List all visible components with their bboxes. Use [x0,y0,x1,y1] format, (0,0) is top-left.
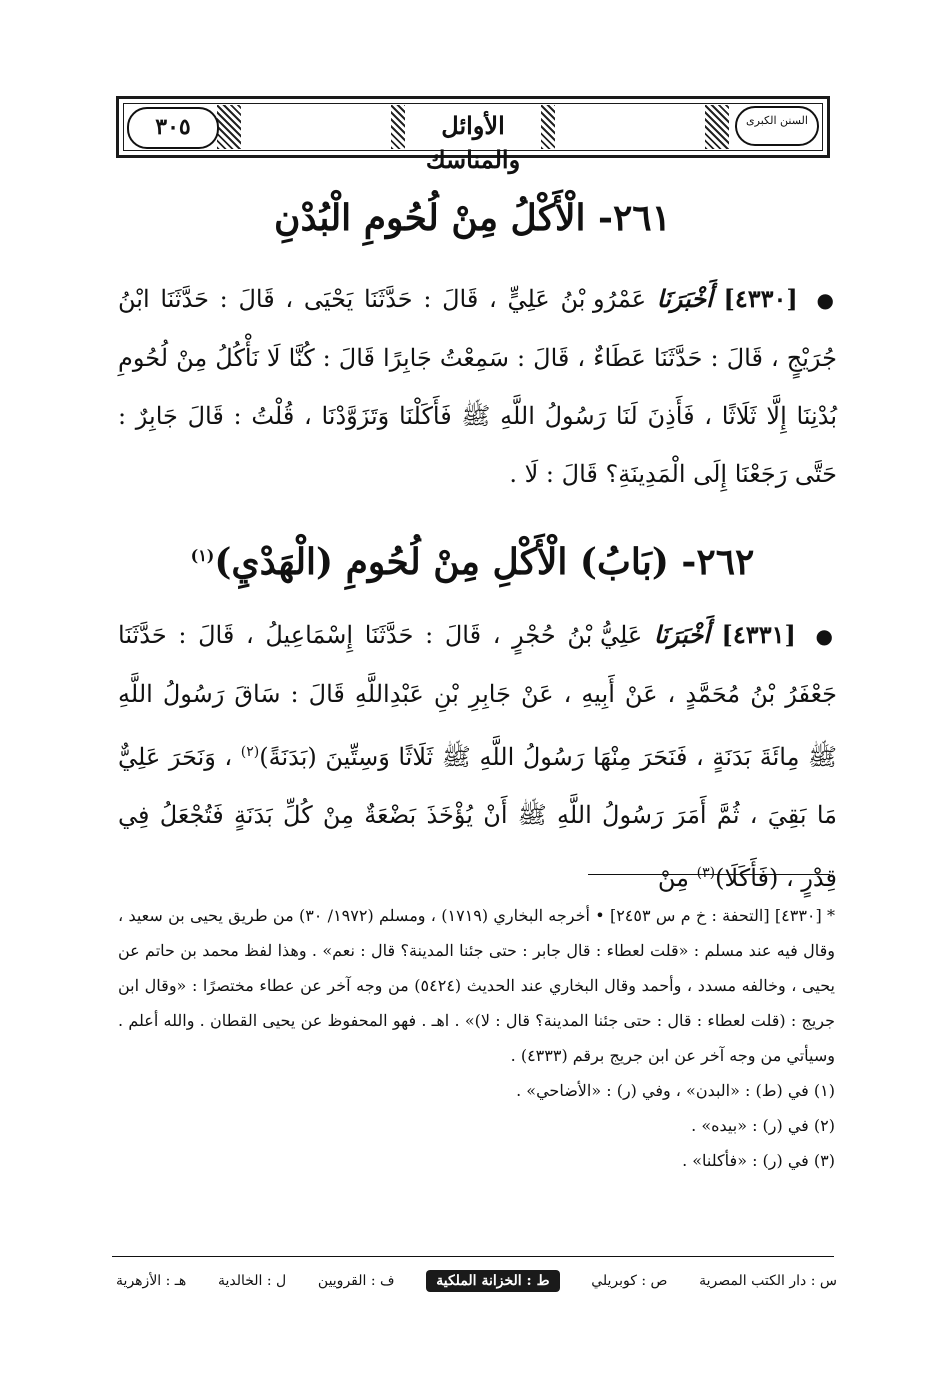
hadith-number: [٤٣٣١] [721,620,796,649]
manuscript-sigla [116,1266,837,1296]
hadith-text [118,606,837,907]
ikhbar-word: أَخْبَرَنَا [656,284,713,313]
bullet-icon: ● [816,288,837,312]
sigla-separator [112,1256,834,1257]
book-logo: السنن الكبرى [735,106,819,146]
chapter-title [120,528,825,590]
ikhbar-word: أَخْبَرَنَا [653,620,710,649]
header-ornament-icon [217,105,241,149]
hadith-body: مِنْ [657,864,689,892]
sigla-item: س : دار الكتب المصرية [699,1273,837,1289]
footnote-separator [588,874,830,875]
hadith-body: عَمْرُو بْنُ عَلِيٍّ ، قَالَ : حَدَّثَنَا يَحْيَى ، قَالَ : حَدَّثَنَا ابْنُ جُرَيْجٍ ، قَالَ : حَدَّثَنَا عَطَاءٌ ، قَالَ : سَمِعْتُ جَابِرًا قَالَ : كُنَّا لَا نَأْكُلُ مِنْ لُحُومِ بُدْنِنَا إِلَّا ثَلَاثًا ، فَأَذِنَ لَنَا رَسُولُ اللَّهِ ﷺ فَأَكَلْنَا وَتَزَوَّدْنَا ، قُلْتُ : قَالَ جَابِرٌ : حَتَّى رَجَعْنَا إِلَى الْمَدِينَةِ؟ قَالَ : لَا . [118,285,837,488]
hadith-body: ، وَنَحَرَ عَلِيٌّ مَا بَقِيَ ، ثُمَّ أَمَرَ رَسُولُ اللَّهِ ﷺ أَنْ يُؤْخَذَ بَضْعَةٌ مِنْ كُلِّ بَدَنَةٍ فَتُجْعَلُ فِي قِدْرٍ ، (فَأَكَلَا) [118,743,838,892]
footnote-item: (٢) في (ر) : «بيده» . [691,1116,835,1135]
sigla-item: هـ : الأزهرية [116,1273,187,1289]
sigla-item: ل : الخالدية [217,1273,287,1289]
footnote-ref: (٢) [240,744,260,760]
chapter-title-text: ٢٦١- الْأَكْلُ مِنْ لُحُومِ الْبُدْنِ [274,197,671,239]
sigla-item: ف : القرويين [317,1273,395,1289]
hadith-body: عَلِيُّ بْنُ حُجْرٍ ، قَالَ : حَدَّثَنَا إِسْمَاعِيلُ ، قَالَ : حَدَّثَنَا جَعْفَرُ بْنُ مُحَمَّدٍ ، عَنْ أَبِيهِ ، عَنْ جَابِرِ بْنِ عَبْدِاللَّهِ قَالَ : سَاقَ رَسُولُ اللَّهِ ﷺ مِائَةَ بَدَنَةٍ ، فَنَحَرَ مِنْهَا رَسُولُ اللَّهِ ﷺ ثَلَاثًا وَسِتِّينَ (بَدَنَةً) [118,621,838,771]
chapter-title [120,190,825,246]
hadith-text [118,270,837,503]
footnote-item: (١) في (ط) : «البدن» ، وفي (ر) : «الأضاحي» . [516,1081,835,1100]
running-title: الأوائل والمناسك [425,111,521,174]
header-ornament-icon [541,105,555,149]
footnote-ref: (٣) [696,865,716,881]
footnote-item: (٣) في (ر) : «فأكلنا» . [682,1151,835,1170]
footnote-ref: (١) [190,546,215,565]
hadith-number: [٤٣٣٠] [723,284,798,313]
chapter-title-text: ٢٦٢- (بَابُ) الْأَكْلِ مِنْ لُحُومِ (الْهَدْيِ) [214,541,755,583]
page-header [116,96,830,174]
page-number: ٣٠٥ [127,107,219,149]
footnote-main: * [٤٣٣٠] [التحفة : خ م س ٢٤٥٣] • أخرجه البخاري (١٧١٩) ، ومسلم (١٩٧٢/ ٣٠) من طريق يحيى بن سعيد ، وقال فيه عند مسلم : «قلت لعطاء : قال جابر : حتى جئنا المدينة؟ قال : نعم» . وهذا لفظ محمد بن حاتم عن يحيى ، وخالفه مسدد ، وأحمد وقال البخاري عند الحديث (٥٤٢٤) من وجه آخر عن عطاء مختصرًا : «وقال ابن جريج : (قلت لعطاء : قال : حتى جئنا المدينة؟ قال : لا)» . اهـ . فهو المحفوظ عن يحيى القطان . والله أعلم . وسيأتي من وجه آخر عن ابن جريج برقم (٤٣٣٣) . [118,906,836,1065]
footnotes [118,898,835,1178]
sigla-item-highlighted: ط : الخزانة الملكية [426,1270,559,1292]
bullet-icon: ● [815,624,837,648]
header-ornament-icon [391,105,405,149]
sigla-item: ص : كوبريلي [591,1273,668,1289]
header-ornament-icon [705,105,729,149]
